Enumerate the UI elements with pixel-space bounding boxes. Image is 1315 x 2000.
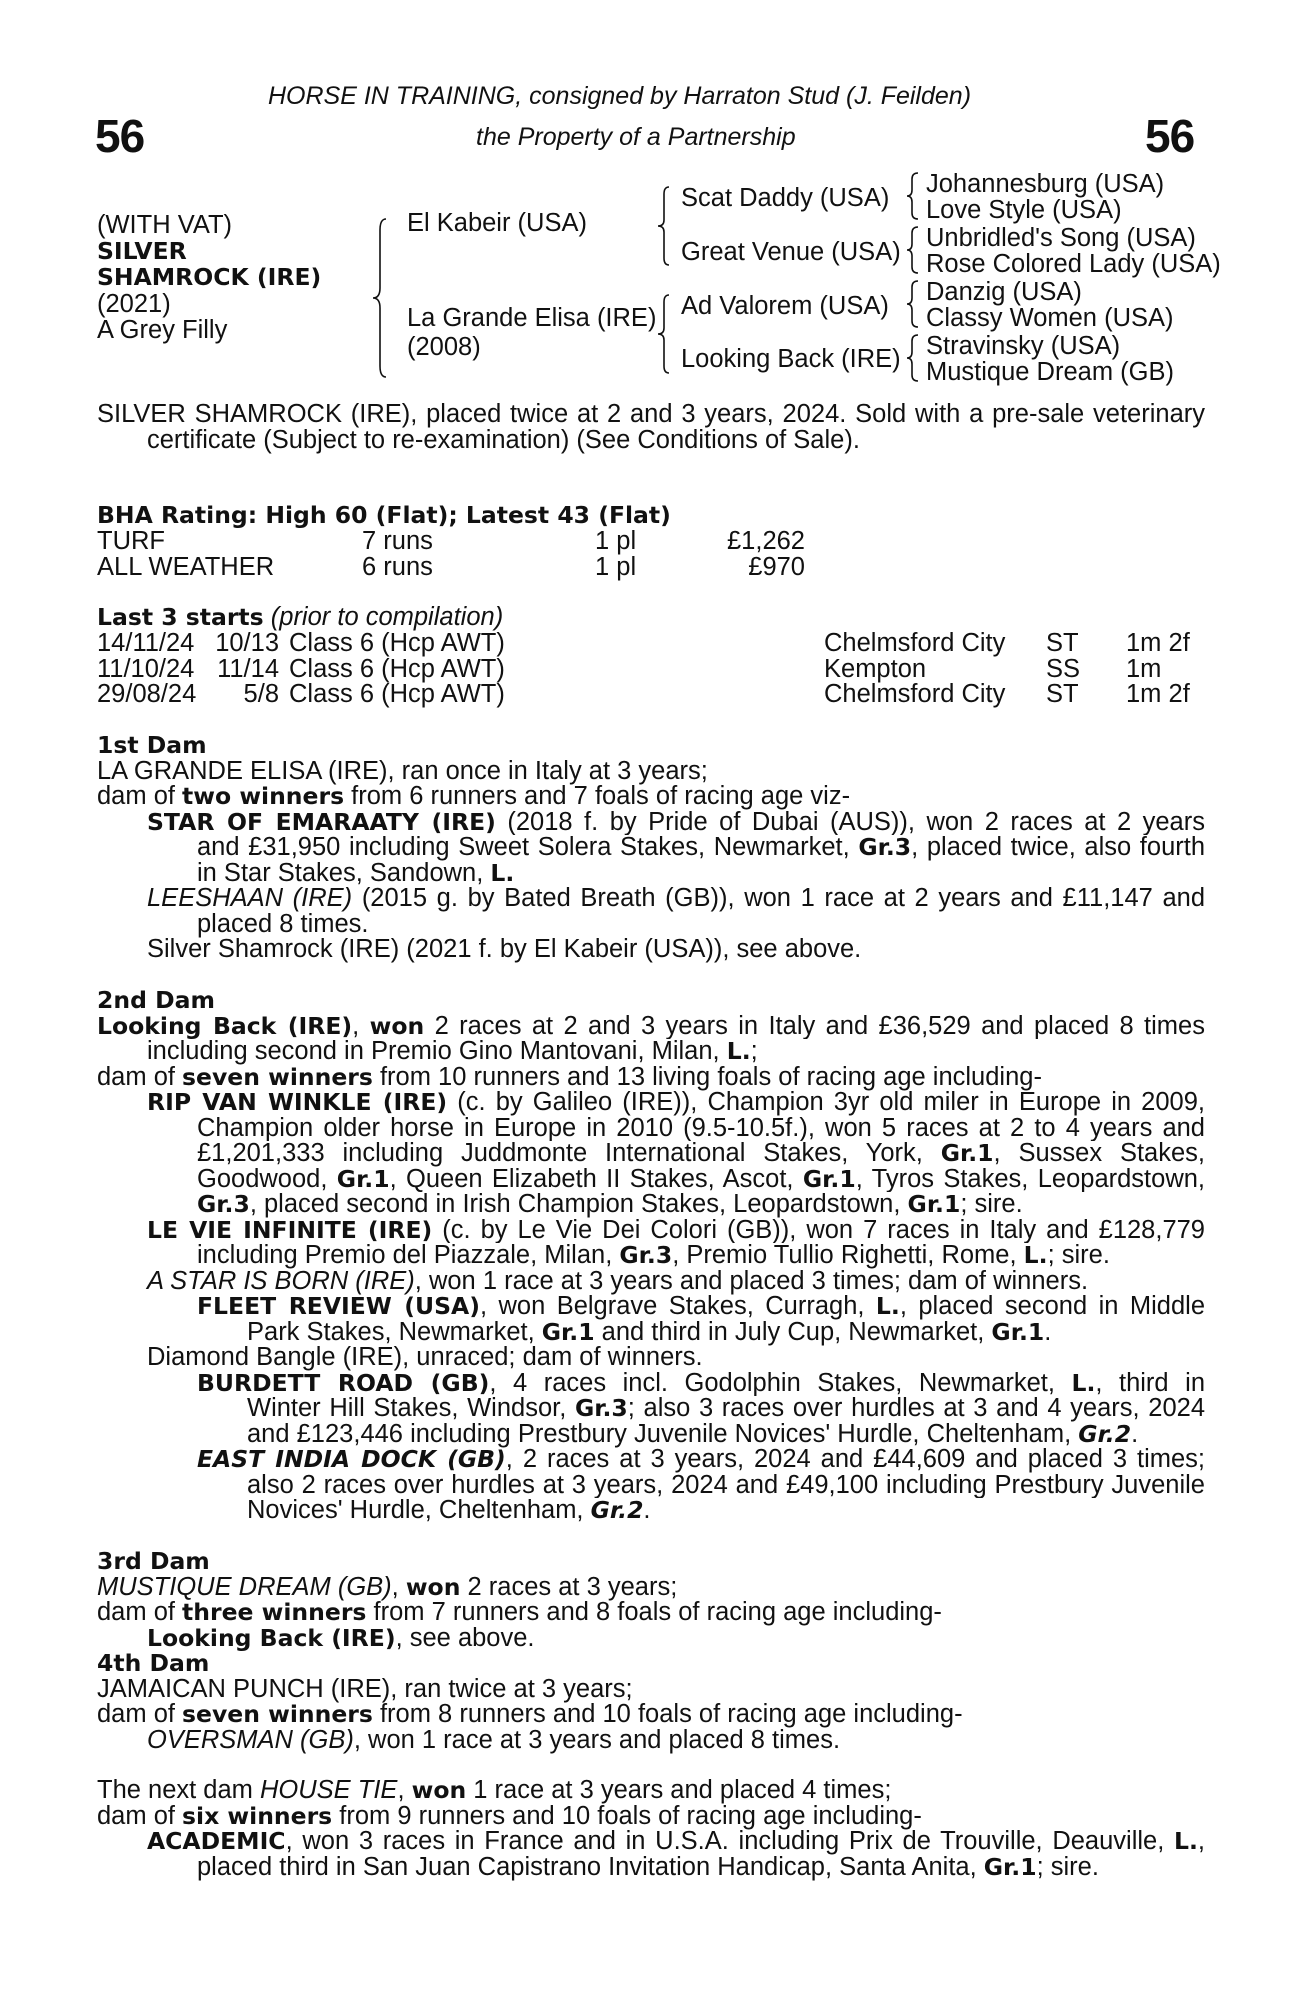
start-date: 11/10/24 (97, 654, 195, 683)
text: . (1044, 1317, 1052, 1346)
produce-name: OVERSMAN (GB) (147, 1725, 354, 1754)
first-dam-heading: 1st Dam (97, 731, 207, 759)
produce-line: Silver Shamrock (IRE) (2021 f. by El Kabeir (USA)), see above. (147, 935, 862, 963)
text: from 8 runners and 10 foals of racing age including- (372, 1700, 963, 1728)
produce-name: LE VIE INFINITE (IRE) (147, 1217, 433, 1243)
won: won (369, 1013, 425, 1039)
won: won (411, 1776, 467, 1804)
produce-line (97, 1829, 1205, 1855)
start-class: Class 6 (Hcp AWT) (289, 654, 505, 683)
produce-name: ACADEMIC (147, 1829, 286, 1855)
second-dam-heading: 2nd Dam (97, 986, 215, 1014)
produce-line (97, 1317, 1205, 1346)
produce-line (97, 886, 1205, 912)
table-row (97, 631, 1190, 657)
text: , (352, 1013, 370, 1039)
rating-runs: 7 runs (362, 527, 433, 555)
grade: Gr.1 (991, 1317, 1045, 1346)
text: Novices' Hurdle, Cheltenham, (247, 1496, 591, 1524)
rating-surface: TURF (97, 527, 165, 555)
grade: L. (1071, 1370, 1096, 1396)
rating-table (97, 529, 805, 580)
next-dam-line (97, 1778, 1205, 1804)
start-going: ST (1046, 680, 1079, 708)
fourth-dam-heading: 4th Dam (97, 1649, 210, 1677)
text: from 6 runners and 7 foals of racing age viz- (344, 782, 851, 810)
pedigree-g8: Mustique Dream (GB) (926, 358, 1174, 386)
produce-line (97, 1218, 1205, 1244)
start-distance: 1m 2f (1126, 629, 1190, 657)
text: and £31,950 including Sweet Solera Stakes, Newmarket, (197, 835, 859, 861)
start-pos: 10/13 (215, 629, 279, 657)
grade: L. (726, 1037, 751, 1065)
text: ; sire. (960, 1190, 1023, 1218)
intro-line: certificate (Subject to re-examination) (See Conditions of Sale). (147, 425, 860, 454)
pedigree-g2: Love Style (USA) (926, 196, 1122, 224)
rating-placed: 1 pl (595, 552, 637, 581)
pedigree-sire-brace (657, 186, 671, 266)
pedigree-sire-sire: Scat Daddy (USA) (681, 184, 890, 212)
text: . (1131, 1419, 1139, 1448)
grade: Gr.1 (541, 1317, 595, 1346)
text: (c. by Galileo (IRE)), Champion 3yr old miler in Europe in 2009, (447, 1090, 1205, 1116)
pedigree-dam-sire: Ad Valorem (USA) (681, 292, 889, 320)
produce-line (97, 1498, 1205, 1524)
table-row (97, 657, 1190, 683)
text: , placed second in Irish Champion Stakes, Leopardstown, (249, 1190, 908, 1218)
produce-name: EAST INDIA DOCK (GB) (197, 1447, 506, 1473)
start-going: ST (1046, 629, 1079, 657)
text: ; sire. (1047, 1241, 1110, 1269)
grade: Gr.3 (574, 1396, 628, 1422)
pedigree-main-brace (372, 218, 388, 378)
produce-line (97, 1419, 1205, 1448)
grade: Gr.1 (336, 1166, 390, 1192)
produce-line: also 2 races over hurdles at 3 years, 2024 and £49,100 including Prestbury Juvenile (247, 1472, 1205, 1498)
pedigree-dam: La Grande Elisa (IRE) (407, 304, 657, 332)
produce-name: STAR OF EMARAATY (IRE) (147, 809, 496, 835)
grade: Gr.1 (907, 1190, 961, 1218)
text: , placed twice, also fourth (911, 835, 1205, 861)
produce-line: Diamond Bangle (IRE), unraced; dam of winners. (147, 1343, 703, 1371)
rating-surface: ALL WEATHER (97, 552, 275, 581)
rating-earnings: £970 (748, 552, 805, 581)
pedigree-dam-year: (2008) (407, 333, 481, 361)
text: , 4 races incl. Godolphin Stakes, Newmarket, (489, 1370, 1072, 1396)
fourth-dam-line (97, 1702, 1205, 1728)
text: and third in July Cup, Newmarket, (594, 1317, 992, 1346)
last-starts-note: (prior to compilation) (270, 603, 504, 631)
lot-number-left: 56 (95, 110, 145, 162)
produce-name: LEESHAAN (IRE) (147, 886, 353, 912)
first-dam-line (97, 784, 1205, 810)
horse-name-line1: SILVER (97, 237, 187, 265)
text: from 10 runners and 13 living foals of racing age including- (372, 1062, 1042, 1091)
text: (2018 f. by Pride of Dubai (AUS)), won 2 races at 2 years (495, 809, 1205, 835)
dam-name: MUSTIQUE DREAM (GB) (97, 1572, 392, 1601)
pedigree-dam-dam: Looking Back (IRE) (681, 345, 901, 373)
text: , see above. (395, 1623, 535, 1652)
winners-count: three winners (182, 1598, 367, 1626)
text: , (1197, 1829, 1205, 1855)
text: (c. by Le Vie Dei Colori (GB)), won 7 races in Italy and £128,779 (432, 1217, 1205, 1243)
rating-earnings: £1,262 (727, 527, 805, 555)
grade: Gr.1 (802, 1166, 856, 1192)
text: , won 1 race at 3 years and placed 3 times; dam of winners. (414, 1266, 1089, 1295)
start-course: Chelmsford City (824, 680, 1006, 708)
grade: Gr.1 (983, 1852, 1037, 1881)
pedigree-dam-brace (657, 294, 671, 374)
second-dam-line (97, 1039, 1205, 1065)
produce-line (97, 1447, 1205, 1473)
produce-line (97, 1090, 1205, 1116)
produce-line: Champion older horse in Europe in 2010 (9.5-10.5f.), won 5 races at 2 to 4 years and (197, 1115, 1205, 1141)
text: 2 races at 2 and 3 years in Italy and £36,529 and placed 8 times (424, 1013, 1205, 1039)
text: in Star Stakes, Sandown, (197, 858, 491, 887)
pedigree-g6: Classy Women (USA) (926, 304, 1174, 332)
horse-vat: (WITH VAT) (97, 211, 233, 239)
grade: Gr.2 (590, 1496, 644, 1524)
last-starts-heading (97, 605, 503, 631)
text: The next dam (97, 1776, 260, 1804)
produce-line: placed 8 times. (197, 909, 369, 938)
lot-number-right: 56 (1145, 110, 1195, 162)
produce-name: FLEET REVIEW (USA) (197, 1294, 480, 1320)
pedigree-brace-g1 (906, 172, 920, 220)
winners-count: two winners (182, 782, 345, 810)
text: dam of (97, 1062, 183, 1091)
winners-count: seven winners (182, 1700, 373, 1728)
horse-year: (2021) (97, 290, 171, 318)
third-dam-line (97, 1572, 1205, 1601)
horse-description: A Grey Filly (97, 316, 228, 344)
text: Goodwood, (197, 1166, 337, 1192)
produce-line (97, 1371, 1205, 1397)
third-dam-line (97, 1600, 1205, 1626)
grade: L. (875, 1294, 900, 1320)
table-row (97, 682, 1190, 708)
text: ; (750, 1037, 758, 1065)
rating-runs: 6 runs (362, 552, 433, 581)
text: , third in (1095, 1370, 1205, 1396)
text: £1,201,333 including Juddmonte International Stakes, York, (197, 1141, 941, 1167)
text: , placed second in Middle (899, 1294, 1205, 1320)
start-course: Kempton (824, 654, 927, 683)
start-course: Chelmsford City (824, 629, 1006, 657)
produce-line (97, 1167, 1205, 1193)
second-dam-section (97, 988, 1205, 1524)
pedigree-g7: Stravinsky (USA) (926, 332, 1121, 360)
produce-line (97, 1294, 1205, 1320)
text: including Premio del Piazzale, Milan, (197, 1241, 620, 1269)
start-distance: 1m 2f (1126, 680, 1190, 708)
start-going: SS (1046, 654, 1081, 683)
start-class: Class 6 (Hcp AWT) (289, 680, 505, 708)
produce-line (97, 1243, 1205, 1269)
produce-name: RIP VAN WINKLE (IRE) (147, 1090, 448, 1116)
first-dam-line: LA GRANDE ELISA (IRE), ran once in Italy at 3 years; (97, 756, 708, 785)
produce-line (97, 1141, 1205, 1167)
produce-line (97, 1725, 1205, 1754)
horse-name-line2: SHAMROCK (IRE) (97, 263, 322, 291)
text: , 2 races at 3 years, 2024 and £44,609 and placed 3 times; (505, 1447, 1205, 1473)
fourth-dam-line: JAMAICAN PUNCH (IRE), ran twice at 3 years; (97, 1674, 633, 1703)
text: placed third in San Juan Capistrano Invitation Handicap, Santa Anita, (197, 1852, 984, 1881)
rating-heading: BHA Rating: High 60 (Flat); Latest 43 (Flat) (97, 501, 671, 529)
grade: Gr.2 (1078, 1419, 1132, 1448)
start-date: 29/08/24 (97, 680, 197, 708)
text: , won 1 race at 3 years and placed 8 times. (353, 1725, 841, 1754)
produce-line (97, 1266, 1205, 1295)
text: dam of (97, 1801, 183, 1830)
text: 1 race at 3 years and placed 4 times; (466, 1776, 892, 1804)
last-starts-table (97, 631, 1190, 708)
text: (2015 g. by Bated Breath (GB)), won 1 race at 2 years and £11,147 and (352, 886, 1205, 912)
page-subtitle: the Property of a Partnership (476, 123, 796, 151)
text: , Premio Tullio Righetti, Rome, (672, 1241, 1024, 1269)
produce-line (97, 1192, 1205, 1218)
start-pos: 11/14 (217, 654, 279, 683)
produce-line (97, 835, 1205, 861)
start-distance: 1m (1126, 654, 1162, 683)
grade: Gr.3 (197, 1190, 250, 1218)
produce-name: A STAR IS BORN (IRE) (147, 1266, 415, 1295)
second-dam-line (97, 1014, 1205, 1040)
pedigree-g4: Rose Colored Lady (USA) (926, 250, 1221, 278)
text: Winter Hill Stakes, Windsor, (247, 1396, 575, 1422)
intro-line: SILVER SHAMROCK (IRE), placed twice at 2 and 3 years, 2024. Sold with a pre-sale veterinary (97, 402, 1205, 428)
text: . (643, 1496, 651, 1524)
rating-placed: 1 pl (595, 527, 637, 555)
produce-line (97, 810, 1205, 836)
text: dam of (97, 782, 183, 810)
text: and £123,446 including Prestbury Juvenile Novices' Hurdle, Cheltenham, (247, 1419, 1079, 1448)
grade: L. (490, 858, 515, 887)
start-class: Class 6 (Hcp AWT) (289, 629, 505, 657)
start-date: 14/11/24 (97, 629, 195, 657)
winners-count: seven winners (182, 1062, 373, 1091)
pedigree-brace-g3 (906, 280, 920, 328)
text: , Queen Elizabeth II Stakes, Ascot, (389, 1166, 803, 1192)
third-dam-section (97, 1549, 1205, 1651)
produce-line (97, 1396, 1205, 1422)
text: Park Stakes, Newmarket, (247, 1317, 542, 1346)
second-dam-line (97, 1062, 1205, 1091)
third-dam-heading: 3rd Dam (97, 1547, 210, 1575)
grade: L. (1023, 1241, 1048, 1269)
dam-name: HOUSE TIE (260, 1776, 398, 1804)
start-pos: 5/8 (243, 680, 279, 708)
next-dam-line (97, 1801, 1205, 1830)
pedigree-sire: El Kabeir (USA) (407, 209, 587, 237)
text: , won Belgrave Stakes, Curragh, (479, 1294, 876, 1320)
pedigree-brace-g4 (906, 334, 920, 382)
grade: Gr.1 (940, 1141, 994, 1167)
text: from 7 runners and 8 foals of racing age including- (366, 1598, 942, 1626)
text: from 9 runners and 10 foals of racing age including- (332, 1801, 922, 1830)
produce-line (97, 1623, 1205, 1652)
last-starts-title: Last 3 starts (97, 603, 264, 631)
pedigree-g3: Unbridled's Song (USA) (926, 224, 1196, 252)
pedigree-g1: Johannesburg (USA) (926, 170, 1165, 198)
produce-name: BURDETT ROAD (GB) (197, 1370, 490, 1396)
table-row (97, 555, 805, 581)
text: dam of (97, 1598, 183, 1626)
next-dam-section (97, 1778, 1205, 1880)
grade: L. (1174, 1829, 1198, 1855)
dam-name: Looking Back (IRE) (97, 1013, 353, 1039)
winners-count: six winners (182, 1801, 333, 1830)
text: , (391, 1572, 406, 1601)
grade: Gr.3 (619, 1241, 673, 1269)
fourth-dam-section (97, 1651, 1205, 1753)
text: dam of (97, 1700, 183, 1728)
grade: Gr.3 (858, 835, 912, 861)
text: , won 3 races in France and in U.S.A. including Prix de Trouville, Deauville, (285, 1829, 1174, 1855)
produce-line (97, 858, 1205, 887)
table-row (97, 529, 805, 555)
pedigree-brace-g2 (906, 226, 920, 274)
won: won (405, 1572, 461, 1601)
text: , Tyros Stakes, Leopardstown, (855, 1166, 1205, 1192)
text: , (397, 1776, 412, 1804)
text: ; sire. (1036, 1852, 1099, 1881)
produce-name: Looking Back (IRE) (147, 1623, 396, 1652)
text: including second in Premio Gino Mantovani, Milan, (147, 1037, 727, 1065)
pedigree-sire-dam: Great Venue (USA) (681, 238, 901, 266)
text: , Sussex Stakes, (993, 1141, 1205, 1167)
page-title: HORSE IN TRAINING, consigned by Harraton Stud (J. Feilden) (268, 82, 972, 110)
produce-line (97, 1852, 1205, 1881)
first-dam-section (97, 733, 1205, 963)
text: ; also 3 races over hurdles at 3 and 4 years, 2024 (627, 1396, 1205, 1422)
text: 2 races at 3 years; (460, 1572, 678, 1601)
intro-paragraph (97, 402, 1205, 453)
pedigree-g5: Danzig (USA) (926, 278, 1082, 306)
